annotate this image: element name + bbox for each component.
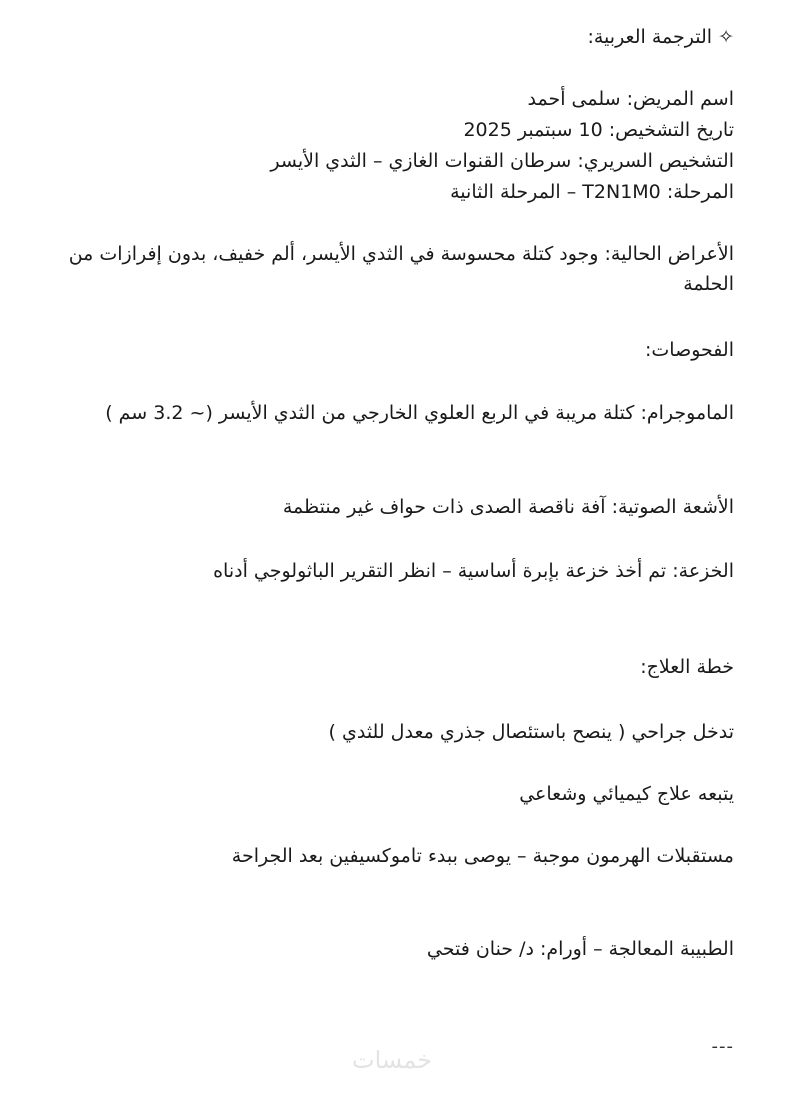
section-title — [587, 22, 734, 52]
mammogram-text: كتلة مريبة في الربع العلوي الخارجي من الثدي الأيسر — [218, 402, 635, 424]
physician-name: د/ حنان فتحي — [426, 938, 534, 960]
stage-text: – المرحلة الثانية — [450, 181, 577, 203]
ultrasound-text: آفة ناقصة الصدى ذات حواف غير منتظمة — [282, 496, 606, 518]
stage-code: T2N1M0 — [582, 181, 661, 203]
patient-name-label: اسم المريض: — [626, 88, 734, 110]
stage-line — [450, 177, 734, 207]
symptoms-label: الأعراض الحالية: — [604, 243, 734, 265]
treatment-item: تدخل جراحي ( ينصح باستئصال جذري معدل للثدي ) — [328, 721, 734, 743]
clinical-diagnosis-line — [270, 146, 734, 176]
mammogram-label: الماموجرام: — [640, 402, 734, 424]
patient-name: سلمى أحمد — [527, 88, 621, 110]
physician-line — [427, 934, 734, 964]
sparkle-icon: ✧ — [718, 26, 734, 48]
ultrasound-label: الأشعة الصوتية: — [611, 496, 734, 518]
clinical-diagnosis: سرطان القنوات الغازي – الثدي الأيسر — [270, 150, 572, 172]
biopsy-label: الخزعة: — [672, 560, 734, 582]
mammogram-paragraph — [66, 398, 734, 428]
diagnosis-date: 10 سبتمبر 2025 — [463, 119, 603, 141]
clinical-diagnosis-label: التشخيص السريري: — [577, 150, 734, 172]
separator: --- — [711, 1036, 734, 1057]
exams-heading: الفحوصات: — [645, 339, 734, 361]
symptoms-paragraph — [66, 239, 734, 299]
biopsy-text: تم أخذ خزعة بإبرة أساسية – انظر التقرير الباثولوجي أدناه — [213, 560, 667, 582]
watermark: خمسات — [352, 1046, 433, 1074]
symptoms-text: وجود كتلة محسوسة في الثدي الأيسر، ألم خفيف، بدون إفرازات من الحلمة — [68, 243, 734, 295]
patient-name-line — [528, 84, 735, 114]
physician-label: الطبيبة المعالجة – أورام: — [540, 938, 734, 960]
ultrasound-line — [283, 492, 734, 522]
diagnosis-date-line — [463, 115, 734, 145]
section-title-text: الترجمة العربية: — [587, 26, 713, 48]
treatment-heading: خطة العلاج: — [640, 656, 734, 678]
biopsy-line — [213, 556, 734, 586]
stage-label: المرحلة: — [666, 181, 734, 203]
mammogram-size: (~ 3.2 سم ) — [105, 402, 213, 424]
treatment-item: مستقبلات الهرمون موجبة – يوصى ببدء تاموكسيفين بعد الجراحة — [231, 845, 734, 867]
diagnosis-date-label: تاريخ التشخيص: — [608, 119, 734, 141]
treatment-item: يتبعه علاج كيميائي وشعاعي — [519, 783, 734, 805]
